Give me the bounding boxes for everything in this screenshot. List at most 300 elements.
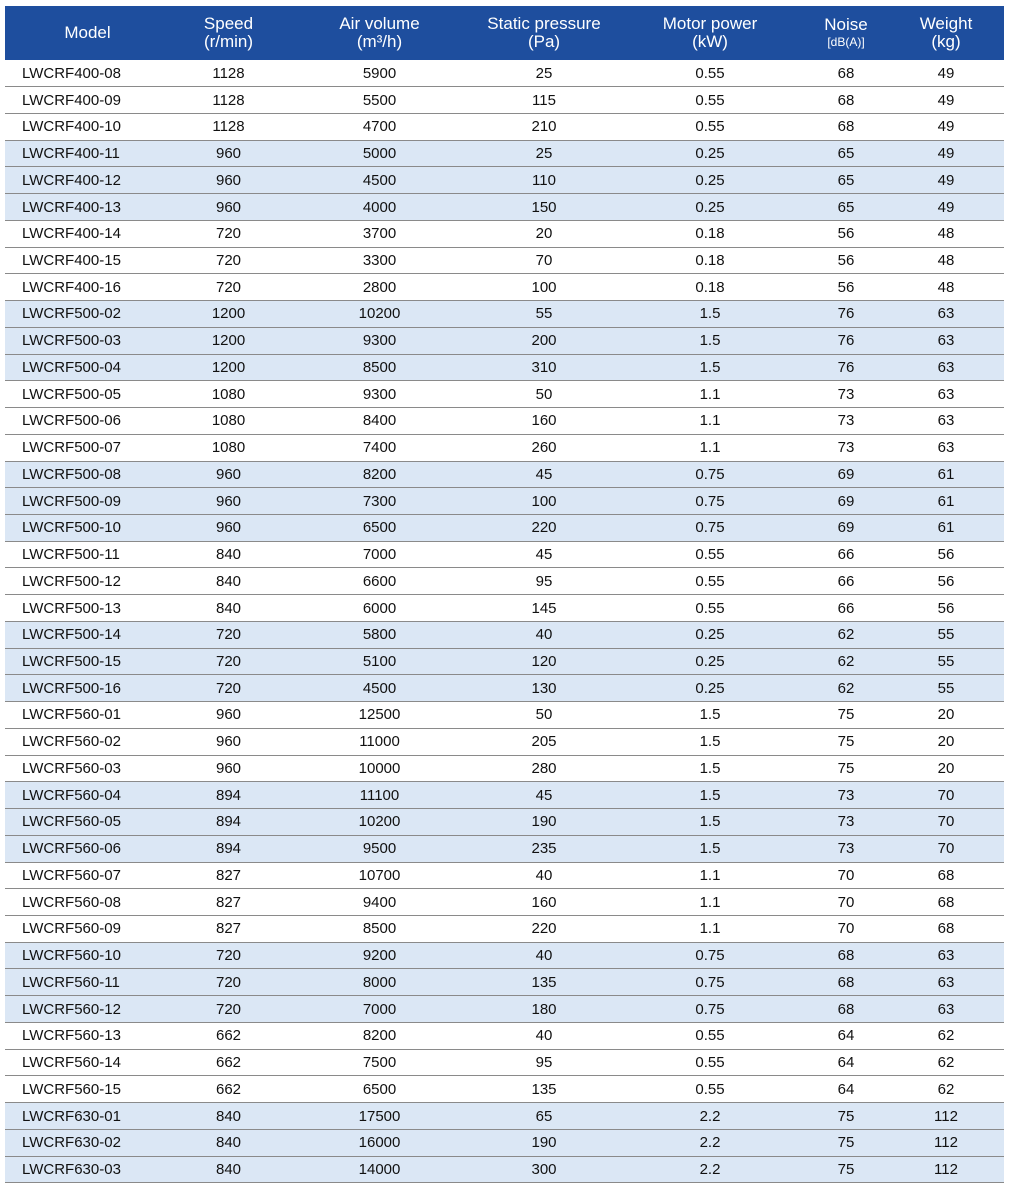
cell-speed: 840 [170,1156,287,1183]
cell-model: LWCRF500-13 [5,595,170,622]
cell-noise: 69 [804,461,888,488]
cell-static-pressure: 260 [472,434,616,461]
cell-speed: 1128 [170,60,287,87]
cell-motor-power: 0.75 [616,942,804,969]
table-row [5,167,1004,194]
cell-motor-power: 0.18 [616,247,804,274]
table-header [5,6,1004,60]
cell-model: LWCRF500-05 [5,381,170,408]
cell-speed: 960 [170,194,287,221]
cell-air-volume: 9500 [287,835,472,862]
header-motor-power [616,6,804,60]
cell-air-volume: 11000 [287,728,472,755]
cell-weight: 63 [888,327,1004,354]
cell-air-volume: 10700 [287,862,472,889]
cell-air-volume: 6500 [287,1076,472,1103]
cell-weight: 68 [888,916,1004,943]
cell-motor-power: 1.1 [616,381,804,408]
cell-motor-power: 1.5 [616,301,804,328]
header-title: Air volume [339,14,420,33]
cell-static-pressure: 150 [472,194,616,221]
cell-noise: 73 [804,434,888,461]
table-row [5,621,1004,648]
cell-speed: 960 [170,167,287,194]
cell-speed: 827 [170,916,287,943]
cell-motor-power: 1.1 [616,408,804,435]
cell-noise: 76 [804,301,888,328]
cell-speed: 894 [170,835,287,862]
table-row [5,996,1004,1023]
cell-weight: 56 [888,568,1004,595]
cell-speed: 960 [170,702,287,729]
cell-static-pressure: 115 [472,87,616,114]
cell-noise: 65 [804,167,888,194]
cell-model: LWCRF560-02 [5,728,170,755]
cell-motor-power: 2.2 [616,1103,804,1130]
cell-noise: 73 [804,809,888,836]
cell-motor-power: 1.5 [616,354,804,381]
header-row [5,6,1004,60]
table-row [5,1103,1004,1130]
header-title: Model [64,23,111,42]
cell-weight: 48 [888,274,1004,301]
cell-weight: 55 [888,648,1004,675]
cell-weight: 49 [888,60,1004,87]
cell-air-volume: 3300 [287,247,472,274]
cell-motor-power: 0.75 [616,514,804,541]
cell-air-volume: 5800 [287,621,472,648]
cell-noise: 66 [804,568,888,595]
cell-motor-power: 0.55 [616,113,804,140]
cell-static-pressure: 310 [472,354,616,381]
cell-noise: 62 [804,648,888,675]
cell-noise: 68 [804,969,888,996]
cell-noise: 69 [804,514,888,541]
cell-motor-power: 2.2 [616,1129,804,1156]
cell-motor-power: 1.5 [616,755,804,782]
cell-model: LWCRF630-02 [5,1129,170,1156]
cell-air-volume: 3700 [287,220,472,247]
cell-weight: 62 [888,1022,1004,1049]
cell-static-pressure: 220 [472,916,616,943]
cell-model: LWCRF500-15 [5,648,170,675]
cell-model: LWCRF560-04 [5,782,170,809]
cell-motor-power: 0.75 [616,488,804,515]
cell-air-volume: 8200 [287,461,472,488]
table-row [5,942,1004,969]
table-row [5,1156,1004,1183]
cell-speed: 720 [170,996,287,1023]
table-row [5,675,1004,702]
cell-noise: 66 [804,595,888,622]
cell-noise: 64 [804,1022,888,1049]
cell-model: LWCRF400-08 [5,60,170,87]
cell-speed: 840 [170,568,287,595]
cell-model: LWCRF500-09 [5,488,170,515]
cell-air-volume: 9300 [287,381,472,408]
table-body [5,60,1004,1183]
cell-air-volume: 5100 [287,648,472,675]
cell-model: LWCRF630-03 [5,1156,170,1183]
header-title: Static pressure [487,14,601,33]
header-title: Motor power [662,14,758,33]
cell-static-pressure: 180 [472,996,616,1023]
cell-model: LWCRF500-11 [5,541,170,568]
cell-model: LWCRF400-12 [5,167,170,194]
cell-weight: 63 [888,996,1004,1023]
cell-static-pressure: 95 [472,1049,616,1076]
table-row [5,60,1004,87]
cell-weight: 56 [888,541,1004,568]
cell-motor-power: 1.5 [616,835,804,862]
table-row [5,408,1004,435]
cell-weight: 48 [888,220,1004,247]
cell-motor-power: 0.55 [616,541,804,568]
cell-weight: 20 [888,755,1004,782]
cell-air-volume: 8200 [287,1022,472,1049]
cell-model: LWCRF500-10 [5,514,170,541]
table-row [5,728,1004,755]
table-row [5,969,1004,996]
cell-model: LWCRF400-10 [5,113,170,140]
cell-noise: 73 [804,782,888,809]
cell-air-volume: 17500 [287,1103,472,1130]
cell-weight: 70 [888,809,1004,836]
cell-air-volume: 5900 [287,60,472,87]
cell-motor-power: 0.55 [616,595,804,622]
table-row [5,434,1004,461]
cell-noise: 76 [804,327,888,354]
spec-table-container [5,6,1004,1183]
cell-weight: 49 [888,140,1004,167]
cell-air-volume: 10200 [287,301,472,328]
cell-model: LWCRF560-14 [5,1049,170,1076]
cell-noise: 65 [804,194,888,221]
cell-weight: 61 [888,461,1004,488]
cell-model: LWCRF500-02 [5,301,170,328]
cell-model: LWCRF500-16 [5,675,170,702]
cell-noise: 75 [804,1156,888,1183]
cell-air-volume: 7000 [287,541,472,568]
table-row [5,87,1004,114]
header-unit: (kW) [692,32,728,51]
cell-static-pressure: 20 [472,220,616,247]
cell-static-pressure: 200 [472,327,616,354]
cell-model: LWCRF560-08 [5,889,170,916]
cell-model: LWCRF500-07 [5,434,170,461]
table-row [5,354,1004,381]
table-row [5,809,1004,836]
cell-air-volume: 7000 [287,996,472,1023]
cell-weight: 68 [888,862,1004,889]
cell-static-pressure: 25 [472,140,616,167]
cell-noise: 75 [804,1129,888,1156]
cell-motor-power: 0.55 [616,87,804,114]
cell-static-pressure: 45 [472,541,616,568]
cell-static-pressure: 40 [472,942,616,969]
table-row [5,1129,1004,1156]
cell-air-volume: 8500 [287,916,472,943]
cell-speed: 1200 [170,301,287,328]
cell-speed: 960 [170,461,287,488]
table-row [5,541,1004,568]
cell-motor-power: 1.5 [616,782,804,809]
cell-noise: 73 [804,835,888,862]
cell-weight: 62 [888,1076,1004,1103]
header-weight [888,6,1004,60]
cell-air-volume: 7400 [287,434,472,461]
cell-noise: 69 [804,488,888,515]
cell-noise: 75 [804,702,888,729]
cell-model: LWCRF560-01 [5,702,170,729]
cell-weight: 63 [888,942,1004,969]
cell-motor-power: 1.5 [616,702,804,729]
cell-air-volume: 10200 [287,809,472,836]
table-row [5,1076,1004,1103]
table-row [5,301,1004,328]
cell-speed: 960 [170,140,287,167]
cell-static-pressure: 300 [472,1156,616,1183]
cell-static-pressure: 135 [472,1076,616,1103]
cell-motor-power: 0.55 [616,1076,804,1103]
cell-motor-power: 0.55 [616,1022,804,1049]
cell-static-pressure: 130 [472,675,616,702]
cell-static-pressure: 190 [472,809,616,836]
cell-static-pressure: 70 [472,247,616,274]
cell-static-pressure: 40 [472,1022,616,1049]
header-air-volume [287,6,472,60]
cell-speed: 827 [170,889,287,916]
cell-weight: 48 [888,247,1004,274]
cell-model: LWCRF400-11 [5,140,170,167]
table-row [5,835,1004,862]
cell-motor-power: 1.1 [616,434,804,461]
cell-speed: 662 [170,1049,287,1076]
cell-static-pressure: 40 [472,621,616,648]
cell-model: LWCRF560-06 [5,835,170,862]
cell-air-volume: 9300 [287,327,472,354]
cell-noise: 62 [804,675,888,702]
table-row [5,488,1004,515]
cell-noise: 56 [804,247,888,274]
cell-static-pressure: 160 [472,408,616,435]
cell-motor-power: 1.5 [616,809,804,836]
cell-model: LWCRF500-04 [5,354,170,381]
cell-weight: 55 [888,621,1004,648]
cell-speed: 720 [170,675,287,702]
cell-motor-power: 0.25 [616,167,804,194]
cell-motor-power: 2.2 [616,1156,804,1183]
cell-weight: 49 [888,194,1004,221]
cell-speed: 720 [170,247,287,274]
table-row [5,461,1004,488]
cell-speed: 960 [170,755,287,782]
cell-noise: 76 [804,354,888,381]
cell-static-pressure: 100 [472,274,616,301]
cell-motor-power: 1.1 [616,862,804,889]
cell-model: LWCRF560-03 [5,755,170,782]
cell-speed: 840 [170,1103,287,1130]
header-unit: (Pa) [527,32,561,51]
cell-static-pressure: 55 [472,301,616,328]
cell-noise: 65 [804,140,888,167]
cell-model: LWCRF560-11 [5,969,170,996]
cell-weight: 49 [888,167,1004,194]
cell-noise: 73 [804,381,888,408]
cell-static-pressure: 65 [472,1103,616,1130]
cell-air-volume: 2800 [287,274,472,301]
cell-noise: 66 [804,541,888,568]
header-title: Speed [203,14,254,33]
cell-static-pressure: 235 [472,835,616,862]
cell-air-volume: 6600 [287,568,472,595]
table-row [5,140,1004,167]
cell-speed: 1128 [170,87,287,114]
table-row [5,220,1004,247]
header-speed [170,6,287,60]
cell-model: LWCRF560-15 [5,1076,170,1103]
table-row [5,648,1004,675]
cell-weight: 112 [888,1156,1004,1183]
cell-motor-power: 0.18 [616,220,804,247]
cell-weight: 63 [888,381,1004,408]
cell-air-volume: 9400 [287,889,472,916]
table-row [5,327,1004,354]
cell-noise: 56 [804,274,888,301]
cell-static-pressure: 50 [472,702,616,729]
cell-noise: 64 [804,1049,888,1076]
fan-spec-table [5,6,1004,1183]
cell-weight: 63 [888,434,1004,461]
cell-speed: 960 [170,488,287,515]
cell-noise: 70 [804,889,888,916]
table-row [5,381,1004,408]
cell-speed: 720 [170,969,287,996]
cell-weight: 70 [888,835,1004,862]
cell-static-pressure: 95 [472,568,616,595]
header-noise [804,6,888,60]
cell-weight: 112 [888,1129,1004,1156]
header-title: Weight [919,14,973,33]
cell-noise: 62 [804,621,888,648]
cell-static-pressure: 50 [472,381,616,408]
cell-speed: 840 [170,1129,287,1156]
table-row [5,782,1004,809]
cell-model: LWCRF630-01 [5,1103,170,1130]
cell-static-pressure: 40 [472,862,616,889]
cell-static-pressure: 205 [472,728,616,755]
cell-model: LWCRF560-07 [5,862,170,889]
cell-static-pressure: 45 [472,461,616,488]
table-row [5,247,1004,274]
cell-static-pressure: 25 [472,60,616,87]
cell-weight: 55 [888,675,1004,702]
cell-static-pressure: 220 [472,514,616,541]
cell-speed: 1080 [170,408,287,435]
cell-motor-power: 0.55 [616,568,804,595]
cell-air-volume: 5000 [287,140,472,167]
cell-speed: 827 [170,862,287,889]
cell-weight: 20 [888,702,1004,729]
cell-static-pressure: 160 [472,889,616,916]
cell-model: LWCRF560-10 [5,942,170,969]
cell-speed: 662 [170,1022,287,1049]
cell-model: LWCRF400-16 [5,274,170,301]
cell-speed: 1128 [170,113,287,140]
cell-model: LWCRF500-03 [5,327,170,354]
cell-weight: 56 [888,595,1004,622]
cell-weight: 61 [888,488,1004,515]
cell-motor-power: 0.75 [616,969,804,996]
cell-static-pressure: 110 [472,167,616,194]
header-unit: (r/min) [203,32,254,51]
cell-speed: 840 [170,595,287,622]
cell-motor-power: 0.25 [616,140,804,167]
cell-air-volume: 7500 [287,1049,472,1076]
cell-motor-power: 1.1 [616,916,804,943]
header-title: Noise [824,15,868,34]
cell-motor-power: 0.75 [616,996,804,1023]
cell-model: LWCRF500-08 [5,461,170,488]
table-row [5,1049,1004,1076]
cell-weight: 70 [888,782,1004,809]
cell-air-volume: 4700 [287,113,472,140]
cell-noise: 70 [804,862,888,889]
cell-noise: 75 [804,1103,888,1130]
header-unit: [dB(A)] [827,35,865,49]
header-unit: (kg) [931,32,961,51]
cell-air-volume: 4500 [287,675,472,702]
cell-weight: 61 [888,514,1004,541]
cell-weight: 63 [888,301,1004,328]
cell-static-pressure: 280 [472,755,616,782]
cell-air-volume: 10000 [287,755,472,782]
cell-speed: 1200 [170,354,287,381]
cell-air-volume: 4500 [287,167,472,194]
table-row [5,889,1004,916]
cell-model: LWCRF500-14 [5,621,170,648]
cell-speed: 960 [170,728,287,755]
cell-weight: 63 [888,969,1004,996]
cell-speed: 1080 [170,434,287,461]
cell-model: LWCRF400-13 [5,194,170,221]
cell-air-volume: 8000 [287,969,472,996]
cell-noise: 68 [804,996,888,1023]
cell-noise: 68 [804,942,888,969]
cell-speed: 662 [170,1076,287,1103]
cell-weight: 49 [888,87,1004,114]
cell-air-volume: 6000 [287,595,472,622]
cell-weight: 62 [888,1049,1004,1076]
cell-motor-power: 0.25 [616,648,804,675]
cell-static-pressure: 100 [472,488,616,515]
cell-noise: 64 [804,1076,888,1103]
cell-noise: 75 [804,755,888,782]
table-row [5,1022,1004,1049]
cell-motor-power: 0.25 [616,621,804,648]
cell-speed: 960 [170,514,287,541]
cell-model: LWCRF500-12 [5,568,170,595]
cell-noise: 68 [804,113,888,140]
table-row [5,595,1004,622]
cell-air-volume: 8500 [287,354,472,381]
cell-air-volume: 11100 [287,782,472,809]
cell-noise: 68 [804,60,888,87]
cell-air-volume: 7300 [287,488,472,515]
cell-speed: 894 [170,782,287,809]
cell-motor-power: 0.55 [616,60,804,87]
cell-motor-power: 1.1 [616,889,804,916]
